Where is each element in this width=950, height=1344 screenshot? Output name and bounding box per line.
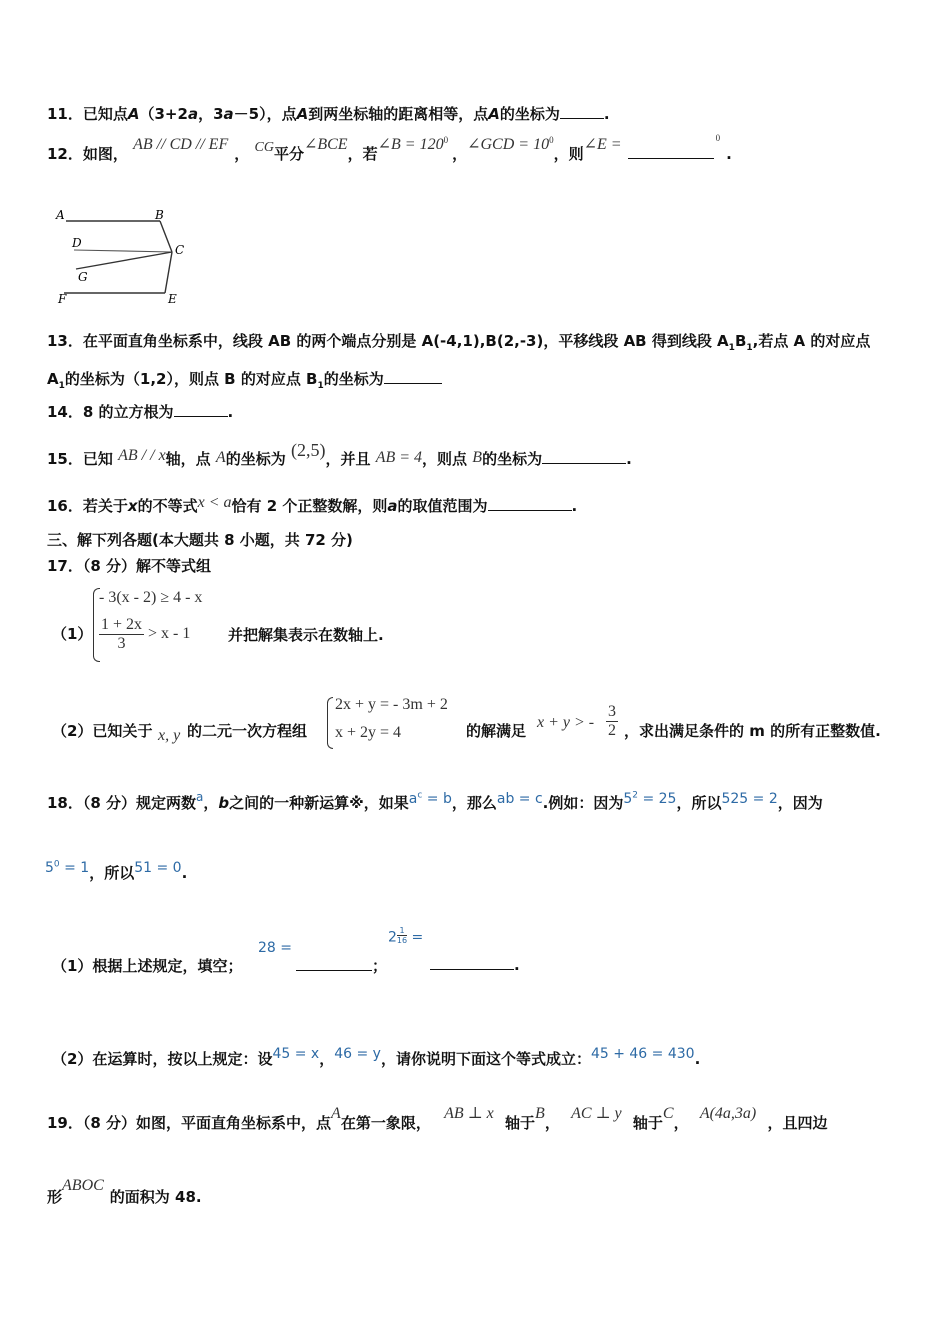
text: A xyxy=(47,370,59,388)
var: x xyxy=(127,497,138,515)
question-11 xyxy=(47,103,610,124)
answer-blank[interactable] xyxy=(384,383,442,384)
q17-part-2-d: ，求出满足条件的 m 的所有正整数值. xyxy=(624,722,881,740)
label-a: A xyxy=(56,208,65,222)
example-op-2: 525 = 2 xyxy=(721,791,778,807)
text: 轴于 xyxy=(632,1114,663,1132)
text: 之间的一种新运算※，如果 xyxy=(229,794,409,812)
math: ∠GCD = 10 xyxy=(467,136,550,153)
text: 平分 xyxy=(273,145,304,163)
text: 的坐标为（1,2），则点 B 的对应点 B xyxy=(64,370,318,388)
text: （2）在运算时，按以上规定：设 xyxy=(52,1050,273,1068)
question-15 xyxy=(47,440,632,469)
superscript: 0 xyxy=(715,133,721,143)
math: B xyxy=(472,449,483,466)
answer-blank[interactable] xyxy=(174,416,228,417)
label-c: C xyxy=(175,243,185,257)
text: . xyxy=(726,145,732,163)
math: ABOC xyxy=(62,1177,104,1194)
math: AB = 4 xyxy=(375,449,423,466)
question-number: 11． xyxy=(47,105,83,123)
inequality-2-fraction xyxy=(99,616,144,653)
identity: 45 + 46 = 430 xyxy=(590,1046,695,1062)
condition-fraction xyxy=(606,703,618,740)
q17-xy: x, y xyxy=(158,727,181,744)
text: ,若点 A 的对应点 xyxy=(752,332,871,350)
label-d: D xyxy=(72,236,82,250)
line-ce xyxy=(165,252,172,293)
denominator: 16 xyxy=(396,936,408,945)
inequality-2-rest: > x - 1 xyxy=(148,625,191,643)
var: a xyxy=(196,790,204,804)
var: a xyxy=(223,105,234,123)
text: 到两坐标轴的距离相等，点 xyxy=(308,105,489,123)
var: b xyxy=(218,794,230,812)
answer-blank[interactable] xyxy=(430,955,514,970)
text: ，则点 xyxy=(422,450,468,468)
denominator: 3 xyxy=(117,635,126,652)
math: CG xyxy=(254,140,274,155)
fraction xyxy=(606,703,618,740)
text: ， xyxy=(203,794,219,812)
text: ，那么 xyxy=(451,794,497,812)
equation-2: x + 2y = 4 xyxy=(335,724,402,741)
assumption-x: 45 = x xyxy=(272,1046,320,1062)
question-number: 12． xyxy=(47,145,83,163)
text: ，因为 xyxy=(777,794,823,812)
text: B xyxy=(734,332,747,350)
base: 5 xyxy=(623,791,633,807)
math: AB ⊥ x xyxy=(444,1105,494,1122)
denominator: 2 xyxy=(608,722,616,739)
q18-part-1: （1）根据上述规定，填空； xyxy=(52,957,243,975)
text: .例如：因为 xyxy=(542,794,624,812)
var: a xyxy=(387,497,398,515)
text: （2）已知关于 xyxy=(52,722,153,740)
question-17-heading: 17．（8 分）解不等式组 xyxy=(47,557,212,575)
rhs: = 25 xyxy=(638,791,677,807)
numerator: 3 xyxy=(608,703,616,720)
line-gc xyxy=(76,252,172,269)
text: . xyxy=(514,956,520,974)
question-18-line-1 xyxy=(47,792,823,813)
text: ，且四边 xyxy=(767,1114,828,1132)
section-3-heading: 三、解下列各题(本大题共 8 小题，共 72 分) xyxy=(47,531,353,549)
text: 已知点 xyxy=(82,105,128,123)
text: . xyxy=(694,1050,701,1068)
example-op-1: ab = c xyxy=(496,791,543,807)
math: ∠BCE xyxy=(303,136,348,153)
example-op-3: 51 = 0 xyxy=(134,860,182,876)
text: 的坐标为 xyxy=(482,450,543,468)
text: 的坐标为 xyxy=(499,105,560,123)
condition: x + y > - xyxy=(537,714,595,731)
q17-part-1-tail: 并把解集表示在数轴上. xyxy=(228,626,384,644)
q17-part-2-c: 的解满足 xyxy=(466,722,527,740)
text: . xyxy=(181,864,188,882)
math: B xyxy=(535,1105,545,1122)
text: . xyxy=(571,497,578,515)
text: ，所以 xyxy=(89,864,135,882)
subscript: 1 xyxy=(728,343,735,353)
var: A xyxy=(488,105,500,123)
text: . xyxy=(227,403,234,421)
text: －5），点 xyxy=(233,105,297,123)
superscript: 0 xyxy=(549,135,554,145)
equals: = xyxy=(407,929,424,946)
text: . xyxy=(603,105,610,123)
base: a xyxy=(408,791,418,807)
example-power-2 xyxy=(623,791,676,807)
answer-blank[interactable] xyxy=(628,158,714,159)
label-f: F xyxy=(58,292,67,306)
text: 已知 xyxy=(82,450,113,468)
system-brace-2 xyxy=(327,697,333,749)
base: 2 xyxy=(388,929,397,946)
exponent: 0 xyxy=(53,859,60,870)
text: 的坐标为 xyxy=(323,370,384,388)
question-16 xyxy=(47,495,577,516)
q18-part-2 xyxy=(52,1048,700,1069)
math: AB / / x xyxy=(118,447,166,464)
answer-blank[interactable] xyxy=(560,118,604,119)
inequality-1-text: - 3(x - 2) ≥ 4 - x xyxy=(99,589,203,606)
math: ∠E = xyxy=(583,136,622,153)
answer-blank[interactable] xyxy=(488,510,572,511)
text: 的坐标为 xyxy=(225,450,286,468)
question-19-line-2 xyxy=(47,1177,202,1207)
text: ，3 xyxy=(198,105,224,123)
text: 如图， xyxy=(82,145,128,163)
question-14 xyxy=(47,401,233,422)
superscript: 0 xyxy=(443,135,449,145)
rhs: = b xyxy=(422,791,452,807)
exercise-2-blank-wrap xyxy=(430,955,520,974)
answer-blank[interactable] xyxy=(542,463,626,464)
numerator: 1 xyxy=(397,926,407,936)
text: . xyxy=(626,450,632,468)
equation-1: 2x + y = - 3m + 2 xyxy=(335,696,448,713)
text: 的面积为 48. xyxy=(109,1188,202,1206)
math: AC ⊥ y xyxy=(571,1105,622,1122)
exercise-2 xyxy=(388,928,423,947)
question-13-line-2 xyxy=(47,368,442,391)
parallel-lines-figure xyxy=(52,205,202,310)
math: AB // CD // EF xyxy=(133,136,229,153)
line-dc xyxy=(74,250,172,252)
text: 轴于 xyxy=(505,1114,536,1132)
exercise-1-blank-wrap xyxy=(296,955,387,976)
text: 13．在平面直角坐标系中，线段 AB 的两个端点分别是 A(-4,1),B(2,-3)，平移线段 AB 得到线段 A xyxy=(47,332,729,350)
math: A(4a,3a) xyxy=(699,1105,757,1122)
text: 若关于 xyxy=(82,497,128,515)
exercise-1: 28 = xyxy=(258,940,292,956)
text: 的取值范围为 xyxy=(397,497,488,515)
var: A xyxy=(296,105,309,123)
text: ； xyxy=(372,957,388,975)
text: ， xyxy=(544,1114,560,1132)
answer-blank[interactable] xyxy=(296,956,372,971)
subscript: 1 xyxy=(58,381,65,391)
q17-part-1-label: （1） xyxy=(52,625,93,643)
line-bc xyxy=(160,221,172,252)
text: ，若 xyxy=(347,145,378,163)
math: A xyxy=(331,1105,341,1122)
text: 的不等式 xyxy=(137,497,198,515)
text: （3+2 xyxy=(139,105,188,123)
var: A xyxy=(127,105,140,123)
var: a xyxy=(187,105,199,123)
question-number: 16． xyxy=(47,497,83,515)
exponent: 2 xyxy=(632,790,639,801)
text: 19．（8 分）如图，平面直角坐标系中，点 xyxy=(47,1114,332,1132)
question-18-line-2 xyxy=(45,859,188,883)
text: ，请你说明下面这个等式成立： xyxy=(380,1050,591,1068)
assumption-y: 46 = y xyxy=(334,1046,381,1062)
question-19-line-1 xyxy=(47,1105,828,1133)
question-12 xyxy=(47,133,732,164)
label-b: B xyxy=(155,208,164,222)
label-e: E xyxy=(168,292,177,306)
inequality-2 xyxy=(99,616,190,653)
example-power-3 xyxy=(45,860,89,876)
text: 在第一象限， xyxy=(340,1114,431,1132)
subscript: 1 xyxy=(746,343,753,353)
text: ， xyxy=(452,145,468,163)
math: x < a xyxy=(197,494,232,511)
numerator: 1 + 2x xyxy=(101,616,143,633)
text: ， xyxy=(673,1114,689,1132)
math: (2,5) xyxy=(290,440,326,460)
text: ，则 xyxy=(553,145,584,163)
text: ， xyxy=(319,1050,335,1068)
text: 恰有 2 个正整数解，则 xyxy=(231,497,388,515)
example-power-1 xyxy=(409,791,452,807)
subscript: 1 xyxy=(317,381,324,391)
math: ∠B = 120 xyxy=(377,136,444,153)
text: 18．（8 分）规定两数 xyxy=(47,794,197,812)
base: 5 xyxy=(45,860,54,876)
text: ，所以 xyxy=(676,794,722,812)
fraction xyxy=(397,926,407,945)
question-number: 15． xyxy=(47,450,83,468)
text: 轴，点 xyxy=(165,450,211,468)
math: C xyxy=(662,1105,674,1122)
text: ，并且 xyxy=(325,450,371,468)
question-13-line-1 xyxy=(47,330,870,353)
text: 形 xyxy=(47,1188,63,1206)
exponent: c xyxy=(417,790,423,801)
q17-part-2 xyxy=(52,720,152,741)
text: ， xyxy=(234,145,250,163)
inequality-1 xyxy=(99,589,202,607)
rhs: = 1 xyxy=(59,860,90,876)
math: A xyxy=(215,449,226,466)
q17-part-2-b: 的二元一次方程组 xyxy=(187,722,308,740)
label-g: G xyxy=(78,270,88,284)
text: 14．8 的立方根为 xyxy=(47,403,174,421)
